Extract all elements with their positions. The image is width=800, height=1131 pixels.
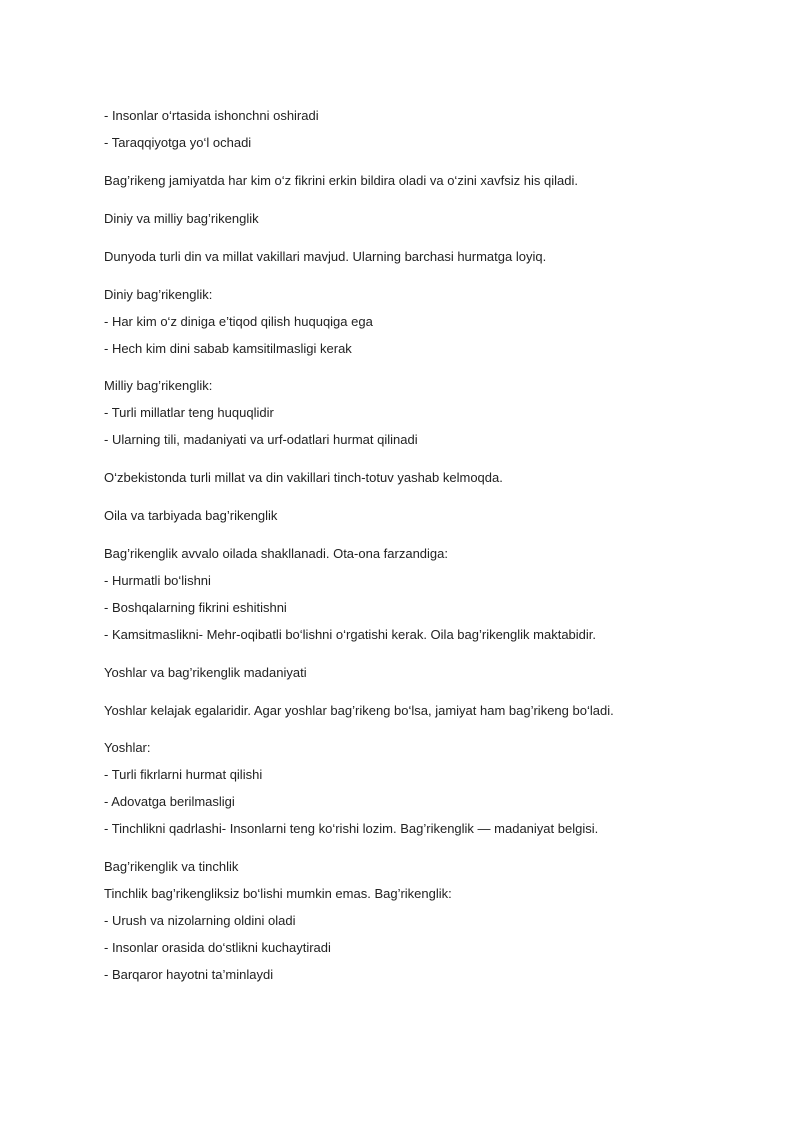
bullet-item: - Turli millatlar teng huquqlidir [104,405,274,420]
paragraph: Yoshlar kelajak egalaridir. Agar yoshlar bag’rikeng bo‘lsa, jamiyat ham bag’rikeng bo‘ladi. [104,703,614,718]
bullet-item: - Har kim o‘z diniga e’tiqod qilish huquqiga ega [104,314,373,329]
paragraph: Tinchlik bag’rikengliksiz bo‘lishi mumkin emas. Bag’rikenglik: [104,886,452,901]
bullet-item: - Hurmatli bo‘lishni [104,573,211,588]
bullet-item: - Boshqalarning fikrini eshitishni [104,600,287,615]
bullet-item: - Tinchlikni qadrlashi- Insonlarni teng ko‘rishi lozim. Bag’rikenglik — madaniyat belgisi. [104,821,599,836]
bullet-item: - Adovatga berilmasligi [104,794,235,809]
bullet-item: - Insonlar o‘rtasida ishonchni oshiradi [104,108,319,123]
paragraph: O‘zbekistonda turli millat va din vakillari tinch-totuv yashab kelmoqda. [104,470,503,485]
section-heading: Diniy va milliy bag’rikenglik [104,211,259,226]
bullet-item: - Taraqqiyotga yo‘l ochadi [104,135,252,150]
list-heading: Milliy bag’rikenglik: [104,378,213,393]
bullet-item: - Ularning tili, madaniyati va urf-odatlari hurmat qilinadi [104,432,418,447]
list-heading: Yoshlar: [104,740,151,755]
section-heading: Bag’rikenglik va tinchlik [104,859,239,874]
bullet-item: - Hech kim dini sabab kamsitilmasligi kerak [104,341,352,356]
paragraph: Dunyoda turli din va millat vakillari mavjud. Ularning barchasi hurmatga loyiq. [104,249,547,264]
list-heading: Diniy bag’rikenglik: [104,287,213,302]
bullet-item: - Turli fikrlarni hurmat qilishi [104,767,263,782]
bullet-item: - Urush va nizolarning oldini oladi [104,913,296,928]
bullet-item: - Insonlar orasida do‘stlikni kuchaytiradi [104,940,331,955]
paragraph: Bag’rikeng jamiyatda har kim o‘z fikrini erkin bildira oladi va o‘zini xavfsiz his qiladi. [104,173,578,188]
bullet-item: - Barqaror hayotni ta’minlaydi [104,967,274,982]
section-heading: Oila va tarbiyada bag’rikenglik [104,508,278,523]
section-heading: Yoshlar va bag’rikenglik madaniyati [104,665,307,680]
bullet-item: - Kamsitmaslikni- Mehr-oqibatli bo‘lishni o‘rgatishi kerak. Oila bag’rikenglik maktabidir. [104,627,597,642]
paragraph: Bag’rikenglik avvalo oilada shakllanadi. Ota-ona farzandiga: [104,546,448,561]
